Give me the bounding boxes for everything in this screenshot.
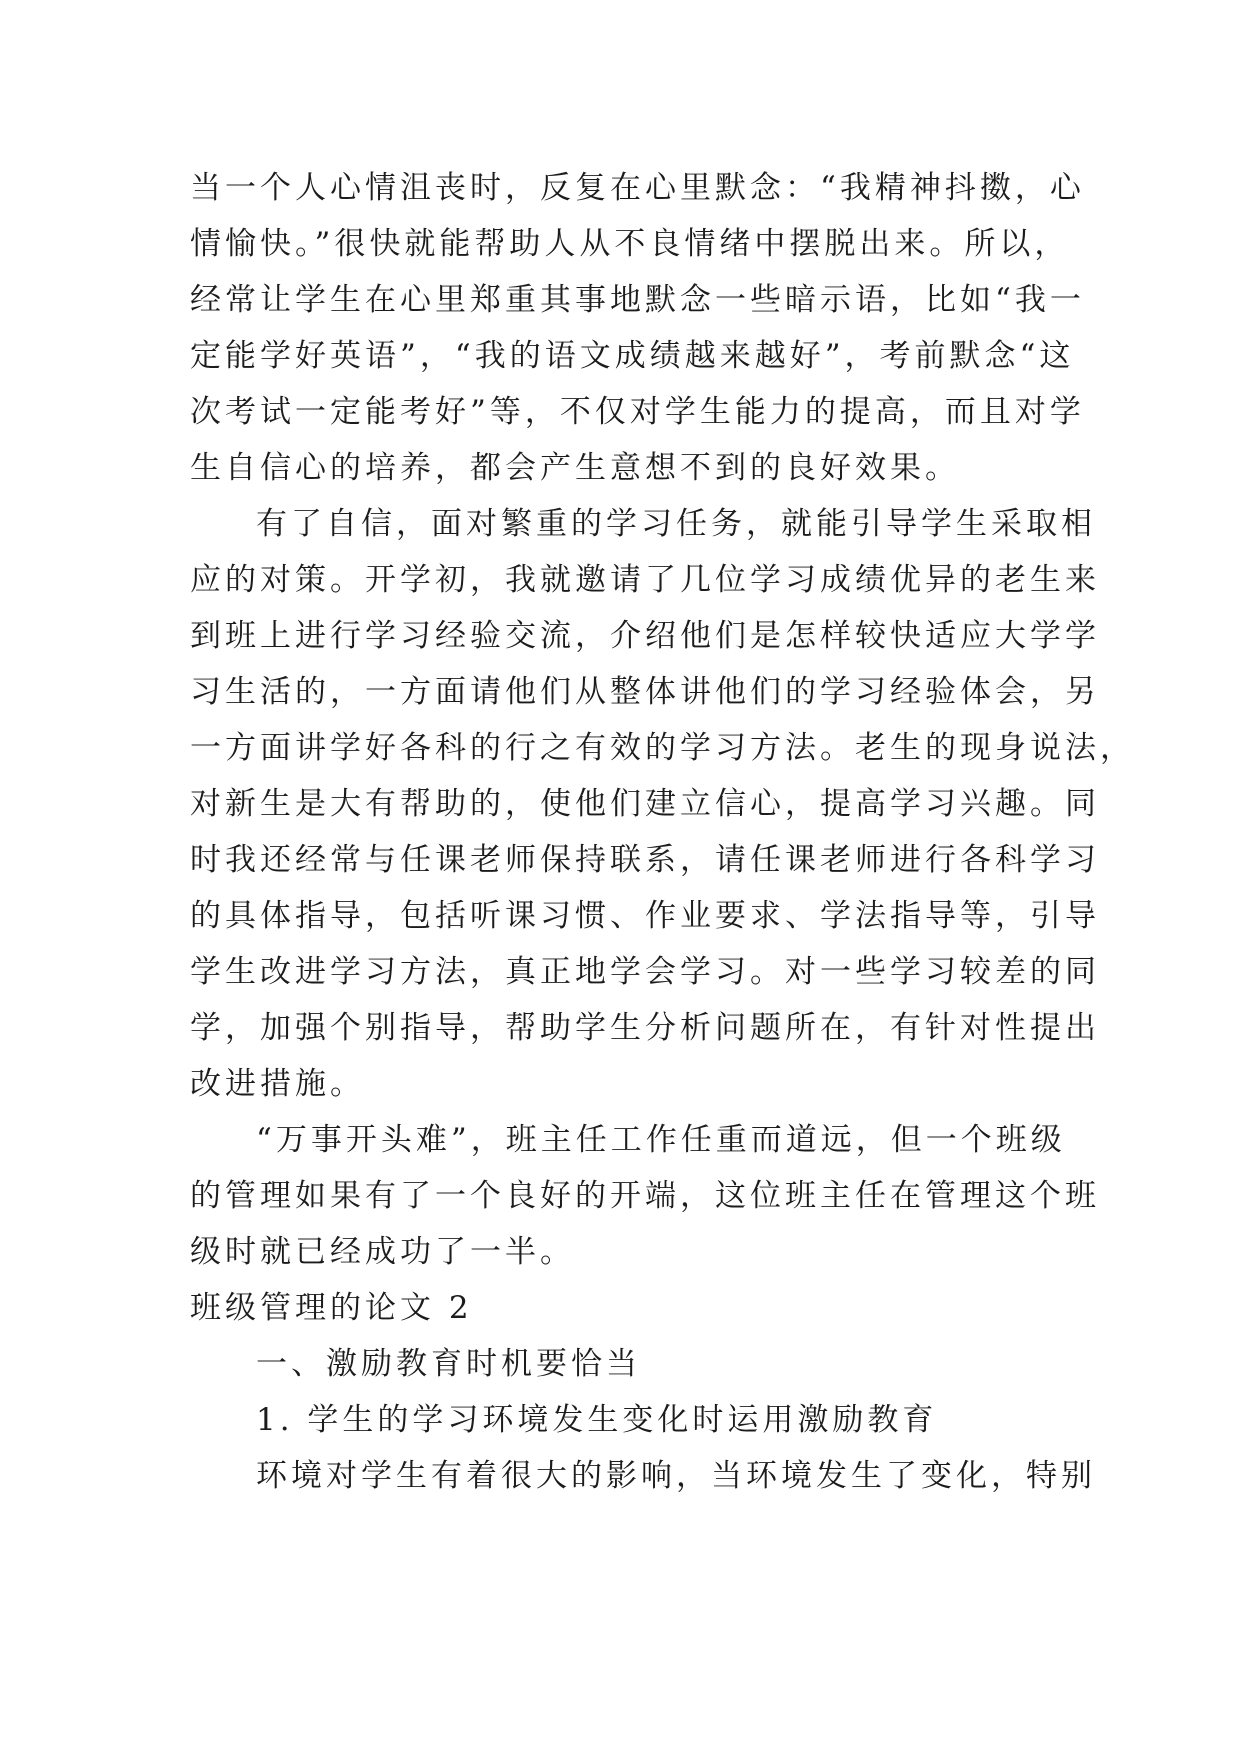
text-line: 一、激励教育时机要恰当 [256, 1346, 641, 1382]
text-line: 的管理如果有了一个良好的开端，这位班主任在管理这个班 [190, 1178, 1100, 1214]
document-body [190, 160, 1135, 1504]
text-line: 班级管理的论文 2 [190, 1290, 473, 1326]
text-line: 的具体指导，包括听课习惯、作业要求、学法指导等，引导 [190, 898, 1100, 934]
text-line: 改进措施。 [190, 1066, 365, 1102]
text-line: 生自信心的培养，都会产生意想不到的良好效果。 [190, 450, 960, 486]
text-line: 定能学好英语”，“我的语文成绩越来越好”，考前默念“这 [190, 338, 1075, 374]
text-line: 到班上进行学习经验交流，介绍他们是怎样较快适应大学学 [190, 618, 1100, 654]
text-line: 有了自信，面对繁重的学习任务，就能引导学生采取相 [256, 506, 1096, 542]
text-line: 时我还经常与任课老师保持联系，请任课老师进行各科学习 [190, 842, 1100, 878]
text-line: 环境对学生有着很大的影响，当环境发生了变化，特别 [256, 1458, 1096, 1494]
text-line: 习生活的，一方面请他们从整体讲他们的学习经验体会，另 [190, 674, 1100, 710]
text-line: 经常让学生在心里郑重其事地默念一些暗示语，比如“我一 [190, 282, 1085, 318]
text-line: 当一个人心情沮丧时，反复在心里默念：“我精神抖擞，心 [190, 170, 1085, 206]
text-line: 学，加强个别指导，帮助学生分析问题所在，有针对性提出 [190, 1010, 1100, 1046]
text-line: “万事开头难”，班主任工作任重而道远，但一个班级 [256, 1122, 1066, 1158]
text-line: 学生改进学习方法，真正地学会学习。对一些学习较差的同 [190, 954, 1100, 990]
text-line: 应的对策。开学初，我就邀请了几位学习成绩优异的老生来 [190, 562, 1100, 598]
text-line: 1. 学生的学习环境发生变化时运用激励教育 [256, 1402, 938, 1438]
text-line: 一方面讲学好各科的行之有效的学习方法。老生的现身说法， [190, 730, 1135, 766]
text-line: 情愉快。”很快就能帮助人从不良情绪中摆脱出来。所以， [190, 226, 1070, 262]
text-line: 次考试一定能考好”等，不仅对学生能力的提高，而且对学 [190, 394, 1085, 430]
text-line: 级时就已经成功了一半。 [190, 1234, 575, 1270]
text-line: 对新生是大有帮助的，使他们建立信心，提高学习兴趣。同 [190, 786, 1100, 822]
